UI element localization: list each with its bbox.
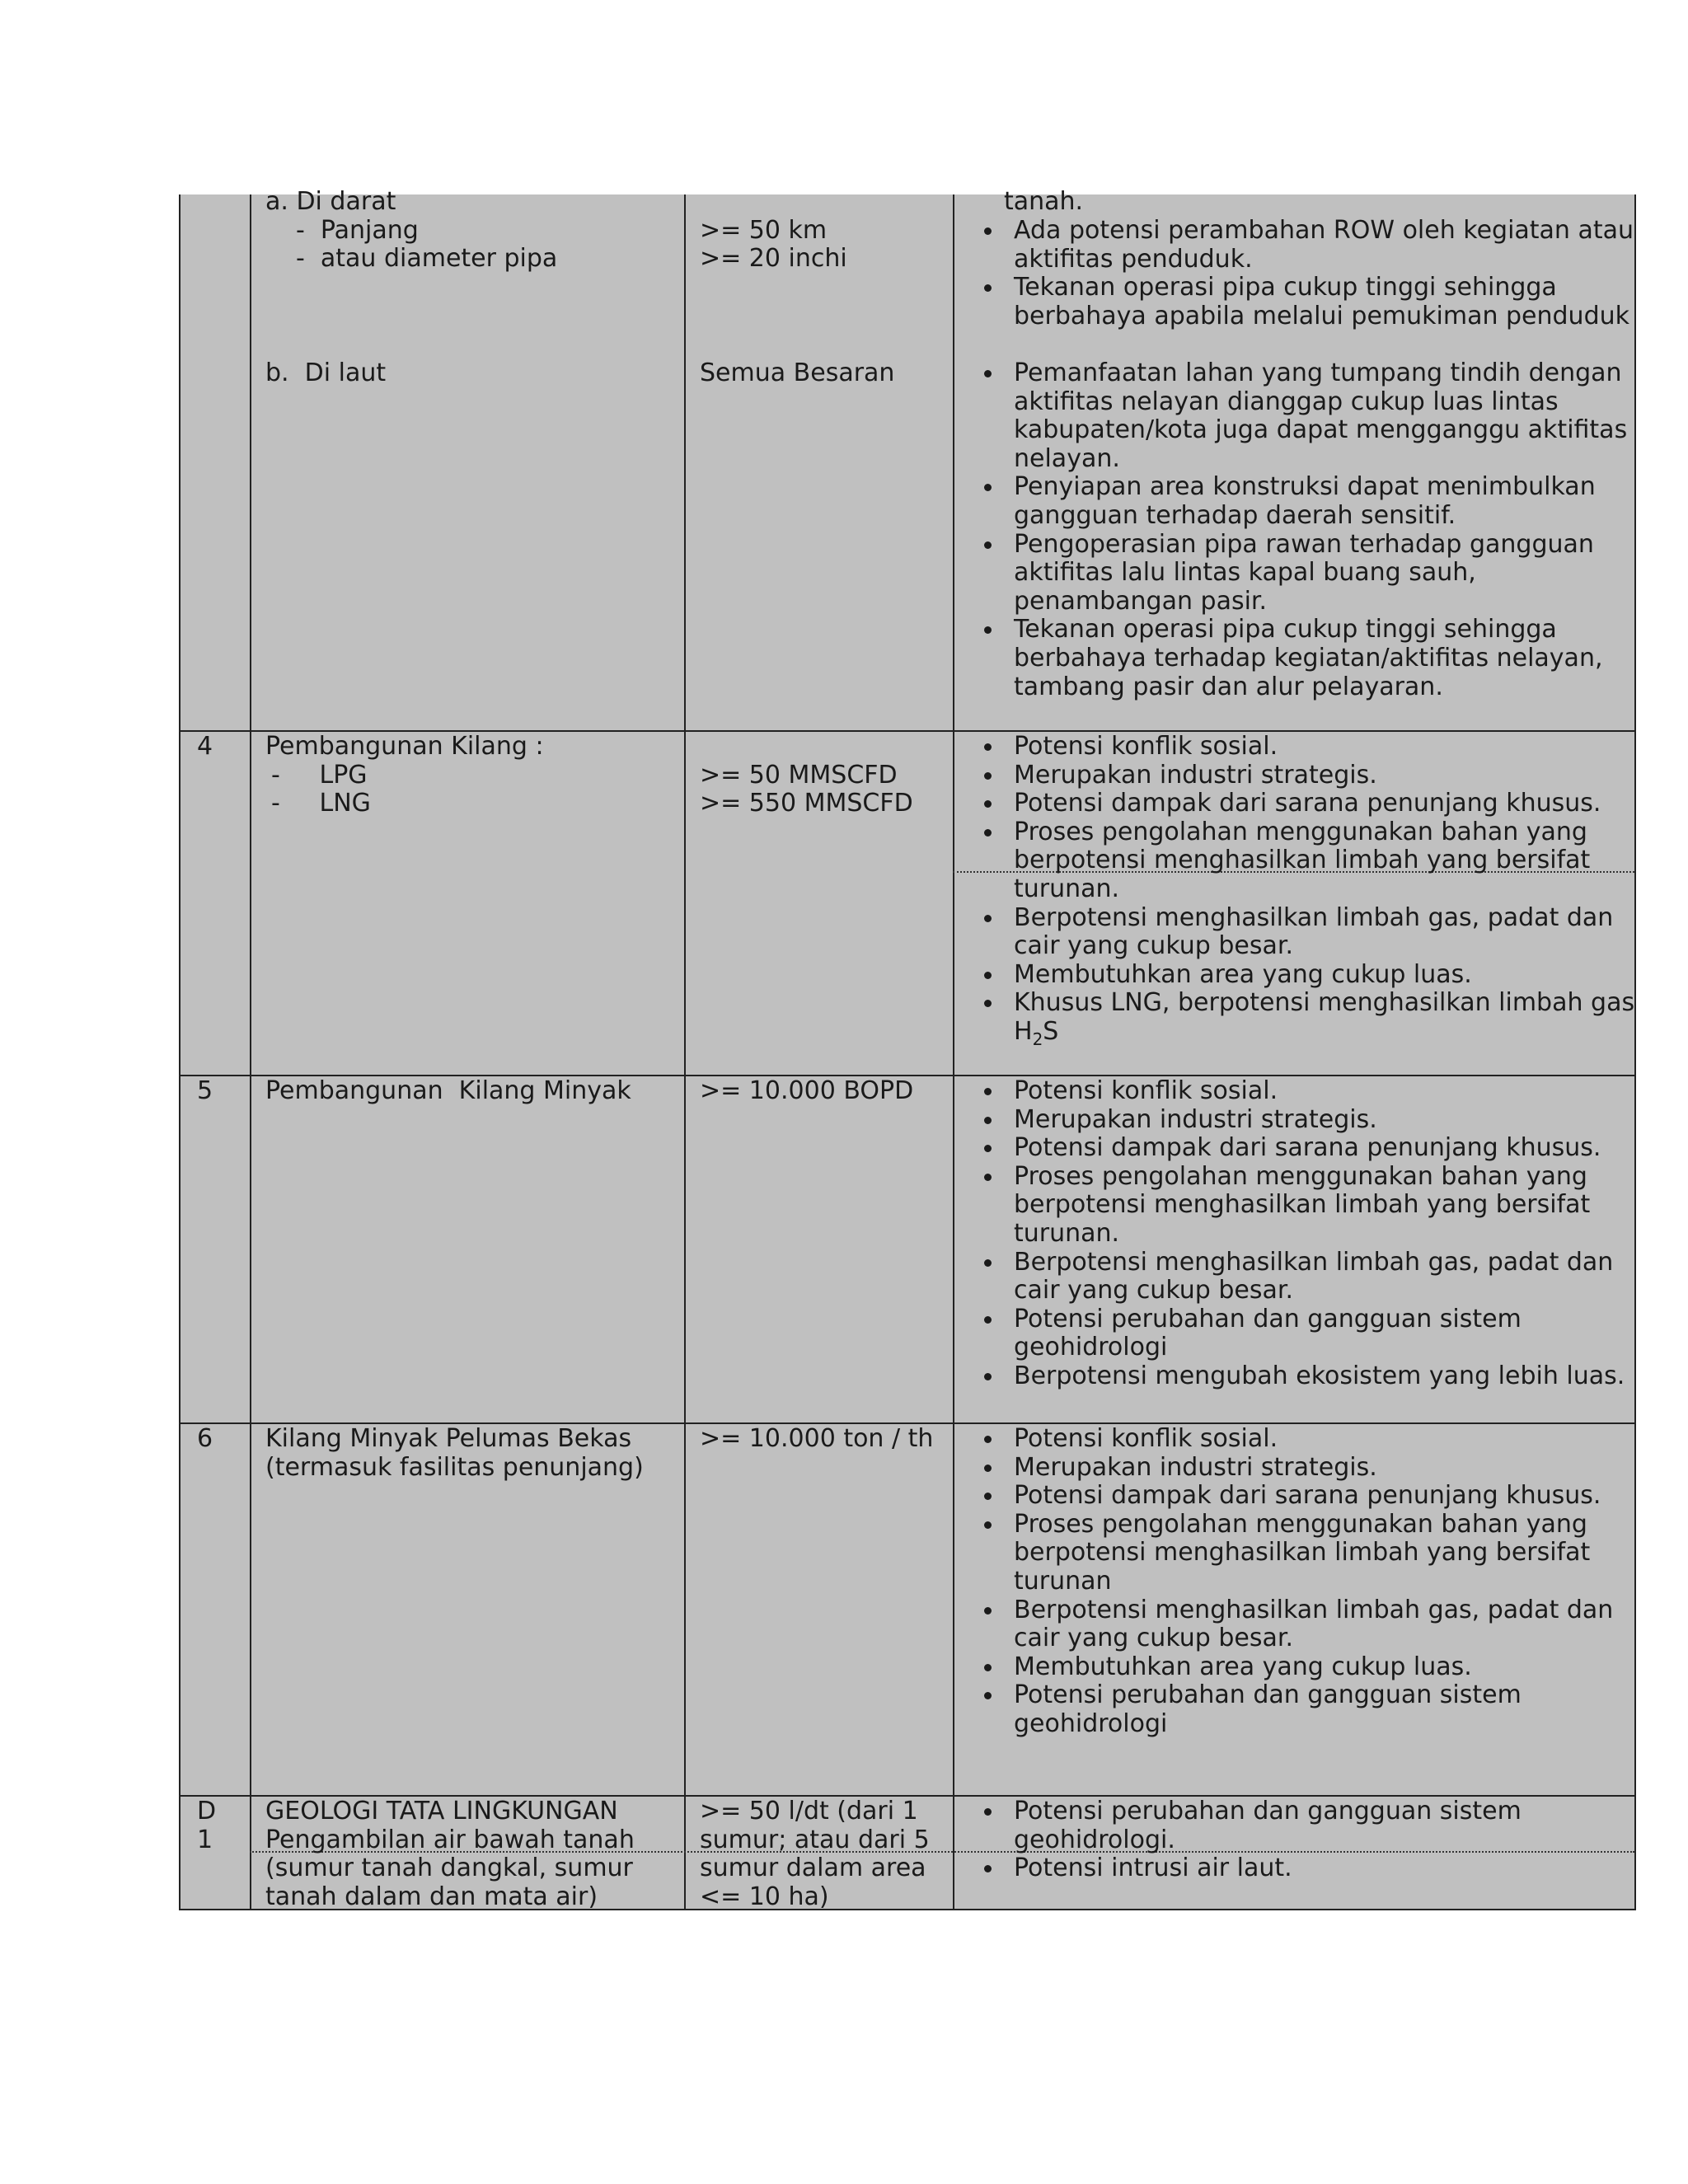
list-item: Potensi dampak dari sarana penunjang khusus. <box>968 790 1635 818</box>
kilang-value: >= 550 MMSCFD <box>700 789 913 818</box>
pelumas-value: >= 10.000 ton / th <box>700 1424 934 1453</box>
pelumas-title: Kilang Minyak Pelumas Bekas (termasuk fasilitas penunjang) <box>265 1424 644 1482</box>
kilang-item: - LPG <box>271 761 368 790</box>
column-divider <box>953 194 954 1909</box>
list-item: Pemanfaatan lahan yang tumpang tindih dengan aktifitas nelayan dianggap cukup luas lintas kabupaten/kota juga dapat mengganggu aktifitas nelayan. <box>968 359 1635 473</box>
list-item: Merupakan industri strategis. <box>968 1106 1635 1135</box>
list-item: Berpotensi mengubah ekosistem yang lebih luas. <box>968 1362 1635 1391</box>
geologi-value: >= 50 l/dt (dari 1 sumur; atau dari 5 sumur dalam area <= 10 ha) <box>700 1797 930 1911</box>
pipeline-laut-value: Semua Besaran <box>700 359 895 387</box>
list-item: Proses pengolahan menggunakan bahan yang berpotensi menghasilkan limbah yang bersifat turunan. <box>968 818 1635 904</box>
list-item: Tekanan operasi pipa cukup tinggi sehingga berbahaya apabila melalui pemukiman penduduk <box>968 274 1635 330</box>
pelumas-bullets <box>968 1425 1635 1739</box>
list-item: Merupakan industri strategis. <box>968 762 1635 790</box>
list-item: Potensi perubahan dan gangguan sistem geohidrologi <box>968 1681 1635 1738</box>
geologi-bullets <box>968 1797 1635 1883</box>
pipeline-darat-label: a. Di darat <box>265 187 396 216</box>
row-number: D 1 <box>197 1797 217 1854</box>
kilang-item: - LNG <box>271 789 371 818</box>
minyak-bullets <box>968 1077 1635 1391</box>
list-item: Proses pengolahan menggunakan bahan yang berpotensi menghasilkan limbah yang bersifat turunan <box>968 1511 1635 1596</box>
list-item: Membutuhkan area yang cukup luas. <box>968 961 1635 990</box>
row-number: 6 <box>197 1424 213 1453</box>
column-divider <box>684 194 686 1909</box>
pipeline-darat-item: - Panjang <box>296 216 419 245</box>
list-item: Merupakan industri strategis. <box>968 1454 1635 1483</box>
row-number: 4 <box>197 732 213 761</box>
pipeline-darat-value: >= 20 inchi <box>700 244 847 273</box>
pipeline-darat-value: >= 50 km <box>700 216 828 245</box>
pipeline-darat-item: - atau diameter pipa <box>296 244 558 273</box>
minyak-title: Pembangunan Kilang Minyak <box>265 1076 631 1105</box>
geologi-title: GEOLOGI TATA LINGKUNGAN Pengambilan air bawah tanah (sumur tanah dangkal, sumur tanah dalam dan mata air) <box>265 1797 635 1911</box>
pipeline-continued-text: tanah. <box>1004 187 1084 216</box>
pipeline-laut-bullets <box>968 359 1635 701</box>
pipeline-darat-bullets <box>968 217 1635 330</box>
requirements-table <box>179 187 1636 1911</box>
list-item: Potensi intrusi air laut. <box>968 1854 1635 1883</box>
pipeline-laut-label: b. Di laut <box>265 359 387 387</box>
list-item: Tekanan operasi pipa cukup tinggi sehingga berbahaya terhadap kegiatan/aktifitas nelayan, tambang pasir dan alur pelayaran. <box>968 616 1635 701</box>
list-item: Potensi konflik sosial. <box>968 1077 1635 1106</box>
kilang-title: Pembangunan Kilang : <box>265 732 544 761</box>
row-number: 5 <box>197 1076 213 1105</box>
list-item: Potensi dampak dari sarana penunjang khusus. <box>968 1134 1635 1163</box>
list-item: Berpotensi menghasilkan limbah gas, padat dan cair yang cukup besar. <box>968 1249 1635 1305</box>
list-item: Ada potensi perambahan ROW oleh kegiatan atau aktifitas penduduk. <box>968 217 1635 274</box>
list-item: Potensi perubahan dan gangguan sistem geohidrologi. <box>968 1797 1635 1854</box>
list-item: Membutuhkan area yang cukup luas. <box>968 1653 1635 1682</box>
list-item: Khusus LNG, berpotensi menghasilkan limbah gas $H_2S$ <box>968 989 1635 1046</box>
list-item: Potensi konflik sosial. <box>968 1425 1635 1454</box>
list-item: Pengoperasian pipa rawan terhadap gangguan aktifitas lalu lintas kapal buang sauh, penambangan pasir. <box>968 531 1635 616</box>
list-item: Proses pengolahan menggunakan bahan yang berpotensi menghasilkan limbah yang bersifat turunan. <box>968 1163 1635 1249</box>
kilang-value: >= 50 MMSCFD <box>700 761 898 790</box>
list-item: Potensi konflik sosial. <box>968 733 1635 762</box>
list-item: Potensi dampak dari sarana penunjang khusus. <box>968 1482 1635 1511</box>
list-item: Berpotensi menghasilkan limbah gas, padat dan cair yang cukup besar. <box>968 1596 1635 1653</box>
column-divider <box>250 194 251 1909</box>
list-item: Potensi perubahan dan gangguan sistem geohidrologi <box>968 1305 1635 1362</box>
minyak-value: >= 10.000 BOPD <box>700 1076 914 1105</box>
list-item: Berpotensi menghasilkan limbah gas, padat dan cair yang cukup besar. <box>968 904 1635 961</box>
list-item: Penyiapan area konstruksi dapat menimbulkan gangguan terhadap daerah sensitif. <box>968 473 1635 530</box>
kilang-bullets <box>968 733 1635 1047</box>
